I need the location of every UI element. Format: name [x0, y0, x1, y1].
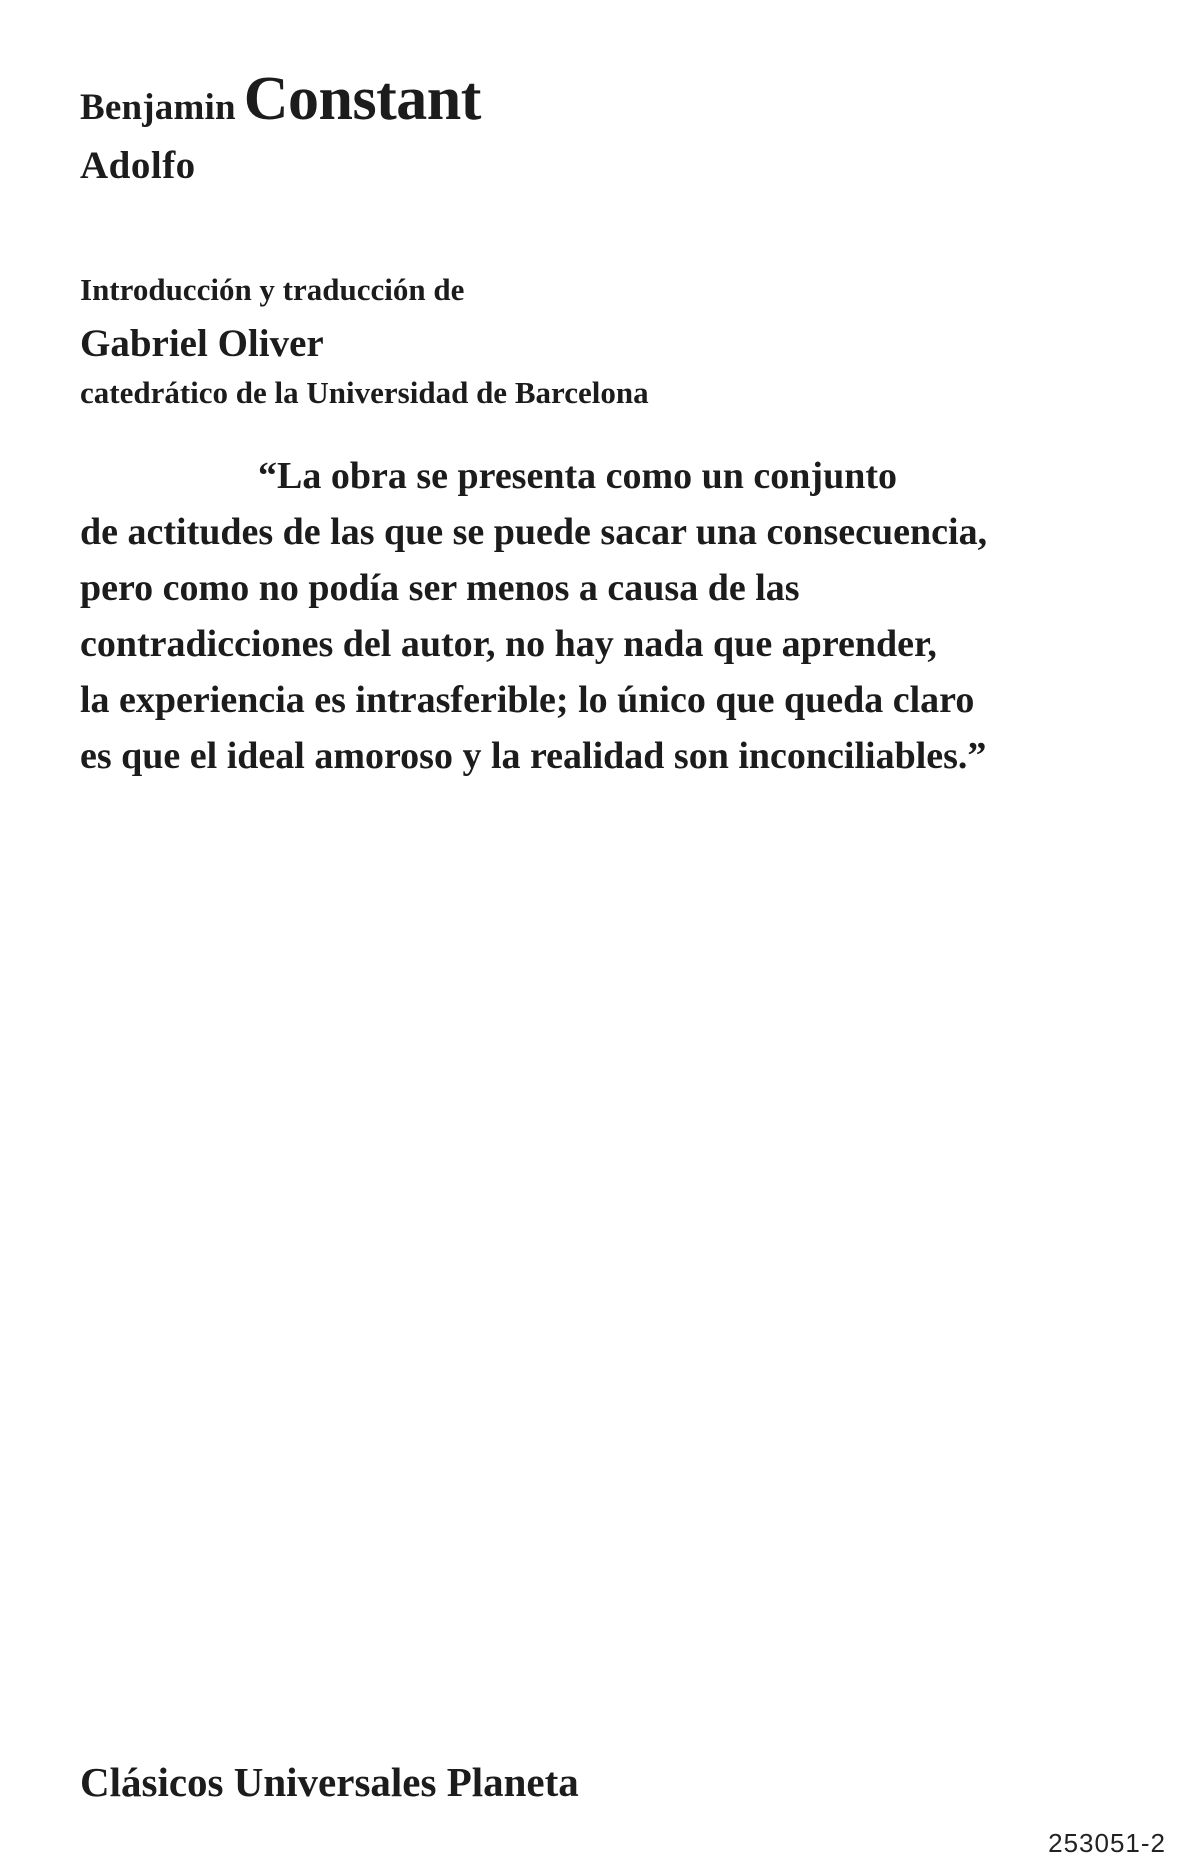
blurb-quote [80, 448, 1140, 784]
quote-line: contradicciones del autor, no hay nada que aprender, [80, 623, 937, 665]
author-last-name: Constant [243, 65, 481, 133]
quote-line: es que el ideal amoroso y la realidad son inconciliables.” [80, 735, 987, 777]
author-name [80, 65, 481, 133]
quote-line: de actitudes de las que se puede sacar una consecuencia, [80, 511, 988, 553]
author-first-name: Benjamin [80, 87, 236, 128]
translator-role: catedrático de la Universidad de Barcelona [80, 375, 649, 410]
collection-name: Clásicos Universales Planeta [80, 1759, 579, 1805]
book-title: Adolfo [80, 144, 196, 187]
translator-name: Gabriel Oliver [80, 322, 324, 365]
catalog-code: 253051-2 [1048, 1828, 1166, 1858]
intro-translation-label: Introducción y traducción de [80, 272, 465, 307]
quote-line: pero como no podía ser menos a causa de las [80, 567, 800, 609]
quote-line: “La obra se presenta como un conjunto [258, 455, 897, 497]
quote-line: la experiencia es intrasferible; lo único que queda claro [80, 679, 975, 721]
